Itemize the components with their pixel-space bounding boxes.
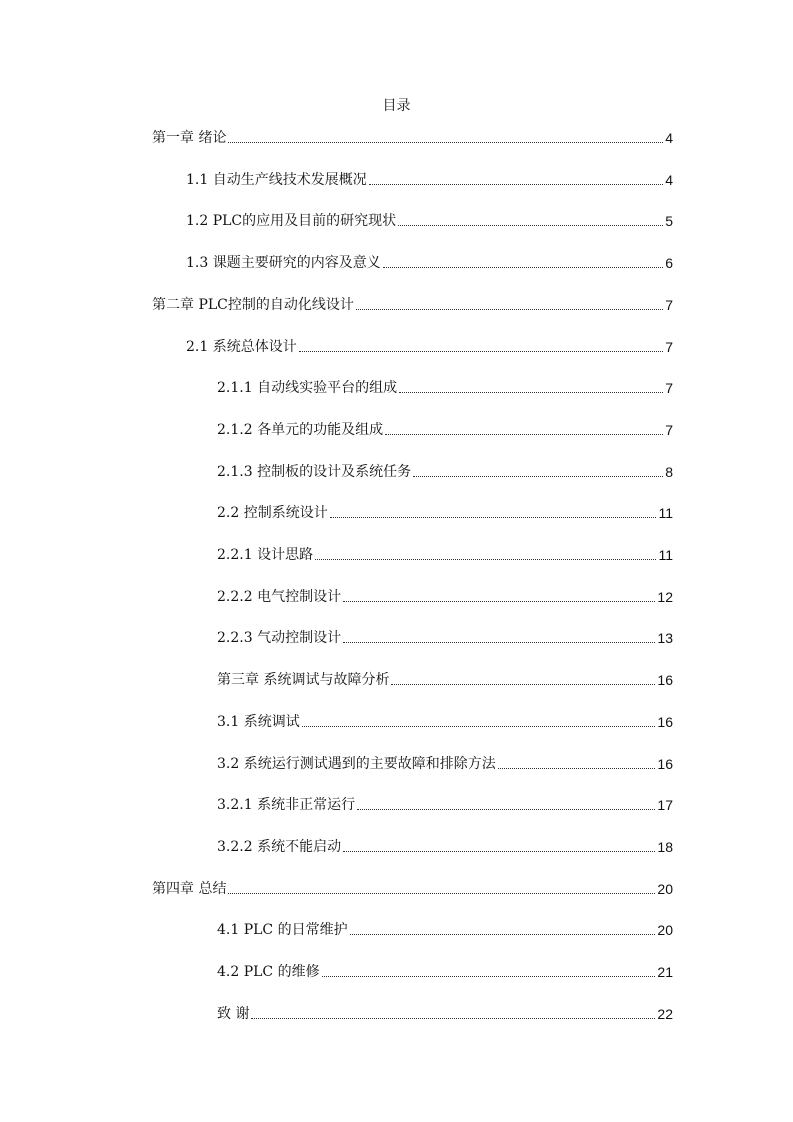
toc-entry-label: 第二章 PLC控制的自动化线设计 (152, 296, 354, 313)
toc-entry[interactable] (217, 503, 673, 523)
toc-entry-label: 2.1.2 各单元的功能及组成 (217, 421, 384, 438)
toc-entry[interactable] (217, 712, 673, 732)
toc-entry-label: 3.2.1 系统非正常运行 (217, 797, 356, 814)
toc-dot-leader (383, 267, 663, 268)
toc-entry-page-number: 20 (657, 922, 673, 939)
toc-entry-page-number: 4 (665, 130, 673, 146)
toc-entry-page-number: 5 (665, 213, 673, 230)
toc-dot-leader (356, 309, 663, 310)
toc-entry-page-number: 21 (657, 964, 673, 980)
toc-entry[interactable] (152, 295, 673, 315)
toc-entry-label: 第四章 总结 (152, 880, 227, 897)
toc-entry-label: 第一章 绪论 (152, 130, 227, 146)
toc-dot-leader (302, 726, 656, 727)
toc-entry-page-number: 16 (657, 672, 673, 689)
toc-entry-label: 3.2 系统运行测试遇到的主要故障和排除方法 (217, 755, 496, 772)
toc-entry[interactable] (217, 378, 673, 398)
toc-entry[interactable] (152, 879, 673, 899)
toc-entry[interactable] (217, 545, 673, 565)
toc-entry-label: 2.2.3 气动控制设计 (217, 630, 342, 647)
toc-entry[interactable] (217, 670, 673, 690)
toc-dot-leader (357, 809, 655, 810)
toc-entry-label: 致 谢 (217, 1005, 250, 1022)
toc-entry-label: 1.3 课题主要研究的内容及意义 (186, 255, 381, 272)
toc-entry-page-number: 16 (657, 755, 673, 772)
toc-entry-label: 2.2.1 设计思路 (217, 547, 314, 563)
toc-entry-label: 4.2 PLC 的维修 (217, 964, 320, 980)
toc-entry-page-number: 11 (658, 505, 673, 522)
toc-entry-label: 1.1 自动生产线技术发展概况 (186, 171, 367, 188)
toc-entry-label: 4.1 PLC 的日常维护 (217, 922, 348, 939)
toc-entry[interactable] (217, 587, 673, 607)
toc-entry-page-number: 22 (657, 1005, 673, 1022)
toc-entry-page-number: 8 (665, 463, 673, 480)
toc-entry[interactable] (217, 795, 673, 815)
toc-entry-page-number: 16 (657, 713, 673, 730)
toc-title: 目录 (382, 98, 411, 114)
toc-dot-leader (315, 559, 656, 560)
toc-dot-leader (228, 893, 655, 894)
toc-entry-page-number: 4 (665, 171, 673, 188)
toc-entry-label: 2.1.3 控制板的设计及系统任务 (217, 463, 412, 480)
toc-dot-leader (399, 392, 663, 393)
toc-dot-leader (369, 184, 663, 185)
toc-entry[interactable] (217, 962, 673, 982)
toc-dot-leader (343, 851, 655, 852)
toc-dot-leader (343, 601, 655, 602)
toc-entry[interactable] (217, 920, 673, 940)
toc-entry-label: 2.1.1 自动线实验平台的组成 (217, 380, 398, 397)
toc-entry[interactable] (186, 170, 673, 190)
toc-entry[interactable] (217, 462, 673, 482)
toc-dot-leader (391, 684, 655, 685)
toc-dot-leader (350, 934, 656, 935)
toc-entry[interactable] (186, 337, 673, 357)
toc-entry-page-number: 13 (657, 630, 673, 647)
toc-entry-label: 第三章 系统调试与故障分析 (217, 672, 390, 689)
toc-entry[interactable] (186, 211, 673, 231)
toc-dot-leader (299, 351, 663, 352)
toc-entry-page-number: 20 (657, 880, 673, 897)
toc-dot-leader (343, 642, 655, 643)
toc-entry-page-number: 12 (657, 588, 673, 605)
toc-entry[interactable] (186, 253, 673, 273)
toc-entry[interactable] (217, 837, 673, 857)
toc-entry[interactable] (217, 420, 673, 440)
toc-entry-page-number: 7 (665, 421, 673, 438)
toc-dot-leader (251, 1018, 655, 1019)
toc-dot-leader (385, 434, 663, 435)
toc-entry-page-number: 7 (665, 296, 673, 313)
toc-entry-label: 2.1 系统总体设计 (186, 338, 297, 355)
toc-dot-leader (228, 142, 663, 143)
toc-entry[interactable] (217, 628, 673, 648)
toc-dot-leader (398, 225, 663, 226)
toc-entry-page-number: 11 (658, 547, 673, 563)
toc-dot-leader (498, 768, 656, 769)
toc-entry-label: 1.2 PLC的应用及目前的研究现状 (186, 213, 397, 230)
toc-dot-leader (330, 517, 657, 518)
toc-entry-page-number: 6 (665, 255, 673, 272)
toc-entry-label: 3.2.2 系统不能启动 (217, 838, 342, 855)
toc-dot-leader (413, 476, 663, 477)
toc-entry-page-number: 7 (665, 380, 673, 397)
toc-dot-leader (322, 976, 656, 977)
toc-entry[interactable] (152, 128, 673, 148)
toc-entry-page-number: 7 (665, 338, 673, 355)
toc-entry-page-number: 17 (657, 797, 673, 814)
toc-entry-label: 2.2 控制系统设计 (217, 505, 328, 522)
toc-entry[interactable] (217, 754, 673, 774)
toc-entry[interactable] (217, 1004, 673, 1024)
toc-entry-page-number: 18 (657, 838, 673, 855)
toc-entry-label: 3.1 系统调试 (217, 713, 300, 730)
toc-entry-label: 2.2.2 电气控制设计 (217, 588, 342, 605)
